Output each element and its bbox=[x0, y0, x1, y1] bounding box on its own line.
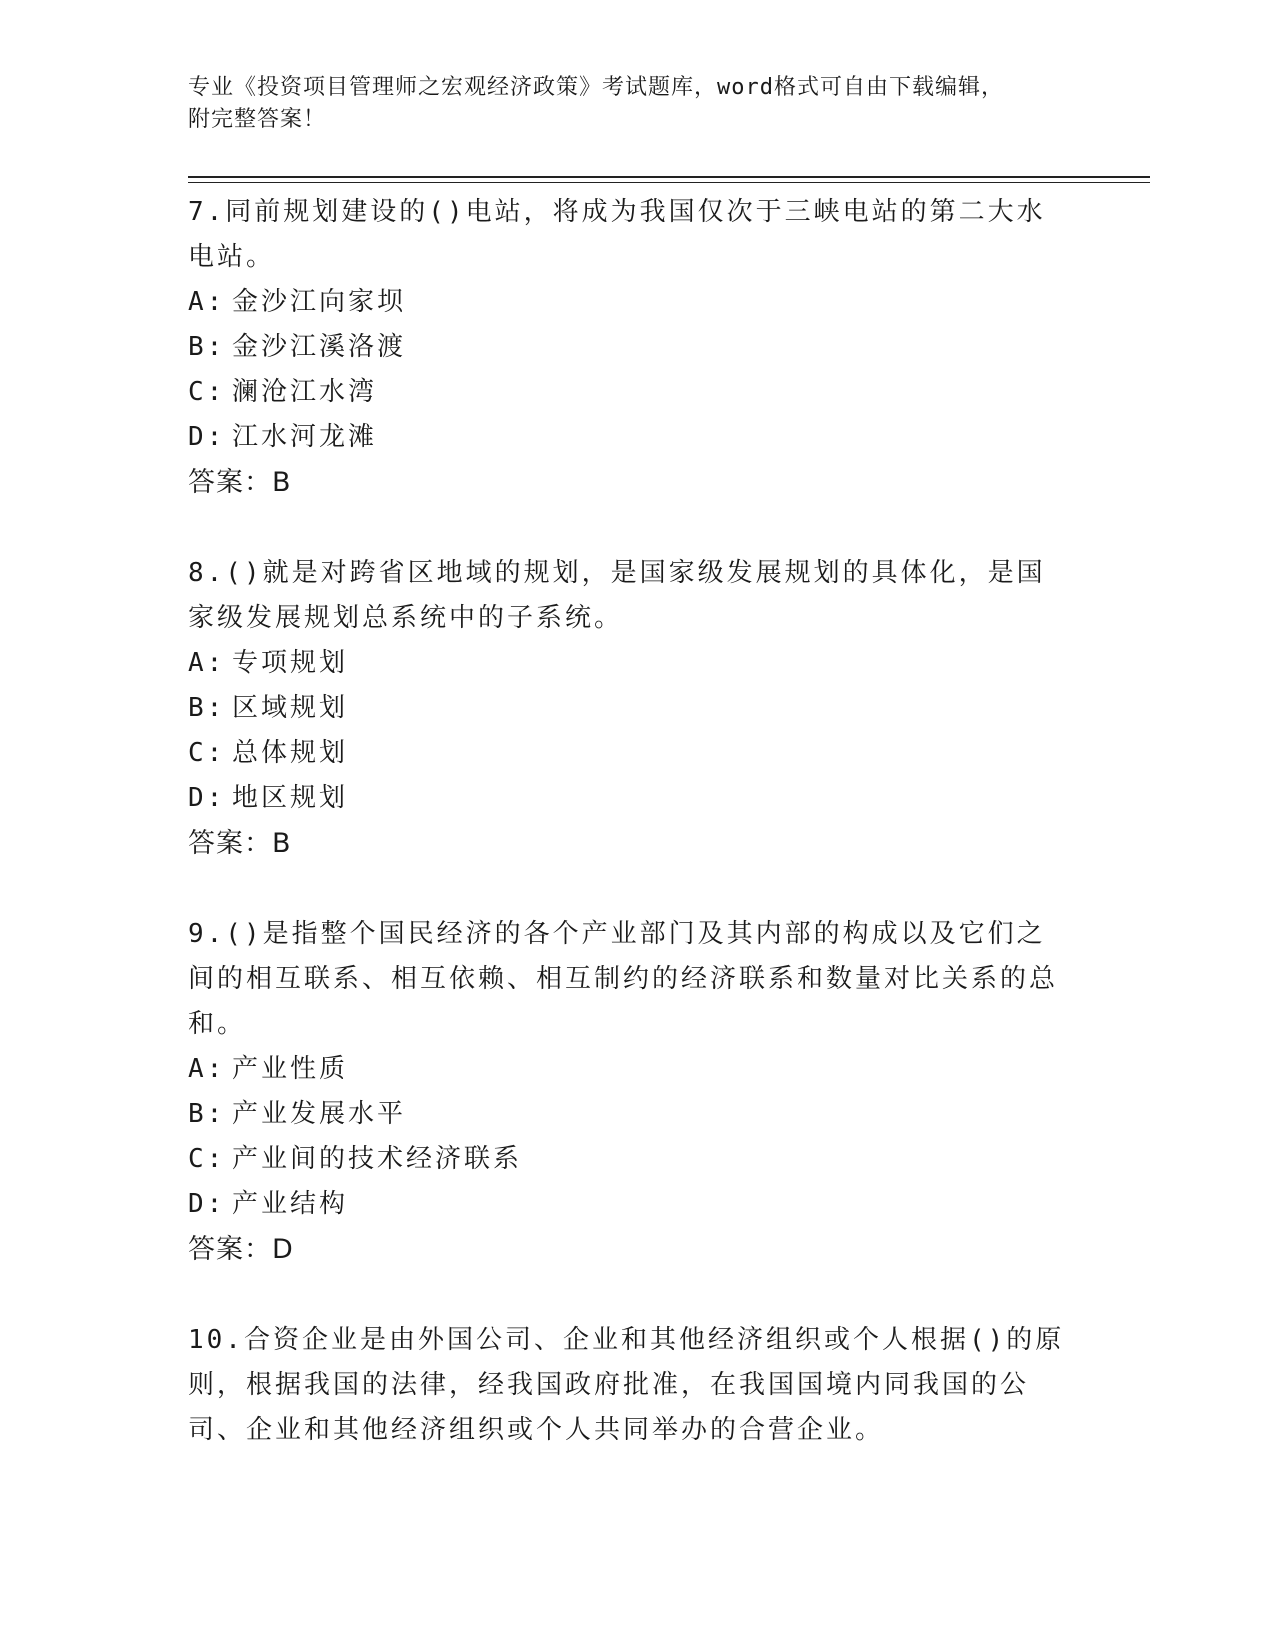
answer-label: 答案：B bbox=[188, 828, 292, 859]
question-8 bbox=[188, 551, 1068, 866]
option-text: 总体规划 bbox=[232, 738, 349, 768]
header-line-2: 附完整答案！ bbox=[188, 107, 327, 132]
option-d bbox=[188, 1182, 1068, 1227]
option-key: A: bbox=[188, 1054, 226, 1084]
header-divider-thick bbox=[188, 176, 1150, 178]
option-c bbox=[188, 370, 1068, 415]
option-key: A: bbox=[188, 287, 226, 317]
answer-label: 答案：D bbox=[188, 1234, 294, 1265]
question-text: 10.合资企业是由外国公司、企业和其他经济组织或个人根据()的原则，根据我国的法律，经我国政府批准，在我国国境内同我国的公司、企业和其他经济组织或个人共同举办的合营企业。 bbox=[188, 1325, 1065, 1445]
option-key: D: bbox=[188, 422, 226, 452]
option-c bbox=[188, 1137, 1068, 1182]
option-key: B: bbox=[188, 1099, 226, 1129]
answer-label: 答案：B bbox=[188, 467, 292, 498]
option-a bbox=[188, 1047, 1068, 1092]
option-a bbox=[188, 641, 1068, 686]
option-key: C: bbox=[188, 377, 226, 407]
option-text: 金沙江溪洛渡 bbox=[232, 332, 407, 362]
question-7 bbox=[188, 190, 1068, 505]
option-text: 江水河龙滩 bbox=[232, 422, 378, 452]
option-b bbox=[188, 325, 1068, 370]
option-text: 专项规划 bbox=[232, 648, 349, 678]
option-text: 金沙江向家坝 bbox=[232, 287, 407, 317]
option-c bbox=[188, 731, 1068, 776]
option-text: 地区规划 bbox=[232, 783, 349, 813]
option-text: 产业发展水平 bbox=[232, 1099, 407, 1129]
option-key: B: bbox=[188, 332, 226, 362]
option-text: 产业结构 bbox=[232, 1189, 349, 1219]
option-key: A: bbox=[188, 648, 226, 678]
option-text: 产业间的技术经济联系 bbox=[232, 1144, 523, 1174]
question-list bbox=[188, 190, 1068, 1499]
question-9 bbox=[188, 912, 1068, 1272]
option-key: D: bbox=[188, 1189, 226, 1219]
option-text: 澜沧江水湾 bbox=[232, 377, 378, 407]
option-text: 产业性质 bbox=[232, 1054, 349, 1084]
option-b bbox=[188, 1092, 1068, 1137]
header-line-1: 专业《投资项目管理师之宏观经济政策》考试题库，word格式可自由下载编辑， bbox=[188, 75, 1004, 100]
option-key: C: bbox=[188, 738, 226, 768]
option-key: C: bbox=[188, 1144, 226, 1174]
question-text: 8.()就是对跨省区地域的规划，是国家级发展规划的具体化，是国家级发展规划总系统中的子系统。 bbox=[188, 558, 1046, 633]
document-header bbox=[188, 72, 1068, 136]
question-text: 7.同前规划建设的()电站，将成为我国仅次于三峡电站的第二大水电站。 bbox=[188, 197, 1046, 272]
option-key: D: bbox=[188, 783, 226, 813]
question-10 bbox=[188, 1318, 1068, 1453]
question-text: 9.()是指整个国民经济的各个产业部门及其内部的构成以及它们之间的相互联系、相互依赖、相互制约的经济联系和数量对比关系的总和。 bbox=[188, 919, 1059, 1039]
option-b bbox=[188, 686, 1068, 731]
option-a bbox=[188, 280, 1068, 325]
option-d bbox=[188, 776, 1068, 821]
option-key: B: bbox=[188, 693, 226, 723]
option-text: 区域规划 bbox=[232, 693, 349, 723]
header-divider-thin bbox=[188, 182, 1150, 183]
option-d bbox=[188, 415, 1068, 460]
